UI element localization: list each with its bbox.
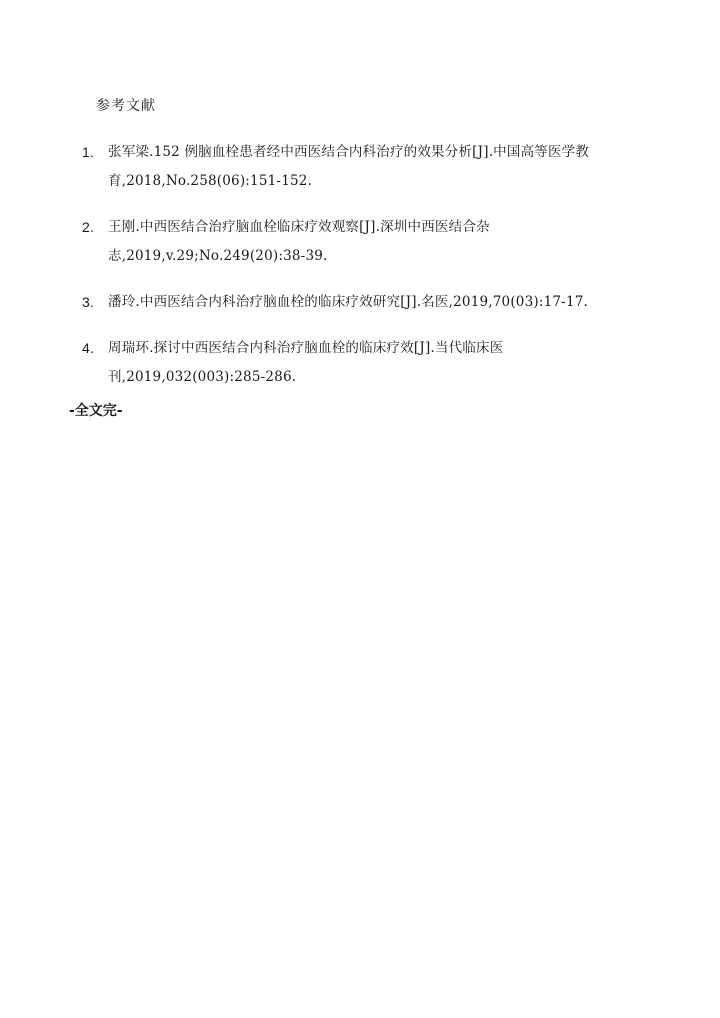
reference-item-2 [82, 213, 642, 271]
reference-number: 1. [82, 144, 95, 160]
reference-number: 2. [82, 219, 95, 235]
reference-text-line: 育,2018,No.258(06):151-152. [108, 173, 313, 189]
references-heading: 参考文献 [96, 98, 156, 114]
reference-text-line: 刊,2019,032(003):285-286. [108, 369, 297, 385]
reference-text-line: 周瑞环.探讨中西医结合内科治疗脑血栓的临床疗效[J].当代临床医 [108, 340, 504, 356]
reference-text-line: 张军梁.152 例脑血栓患者经中西医结合内科治疗的效果分析[J].中国高等医学教 [108, 144, 590, 160]
end-of-document-mark: -全文完- [69, 403, 123, 419]
reference-text-line: 志,2019,v.29;No.249(20):38-39. [108, 248, 328, 264]
reference-item-3 [82, 288, 642, 317]
reference-list [82, 138, 642, 409]
reference-item-1 [82, 138, 642, 196]
reference-text-line: 潘玲.中西医结合内科治疗脑血栓的临床疗效研究[J].名医,2019,70(03):17-17. [108, 294, 589, 310]
reference-number: 3. [82, 294, 95, 310]
reference-number: 4. [82, 340, 95, 356]
reference-item-4 [82, 334, 642, 392]
reference-text-line: 王刚.中西医结合治疗脑血栓临床疗效观察[J].深圳中西医结合杂 [108, 219, 490, 235]
